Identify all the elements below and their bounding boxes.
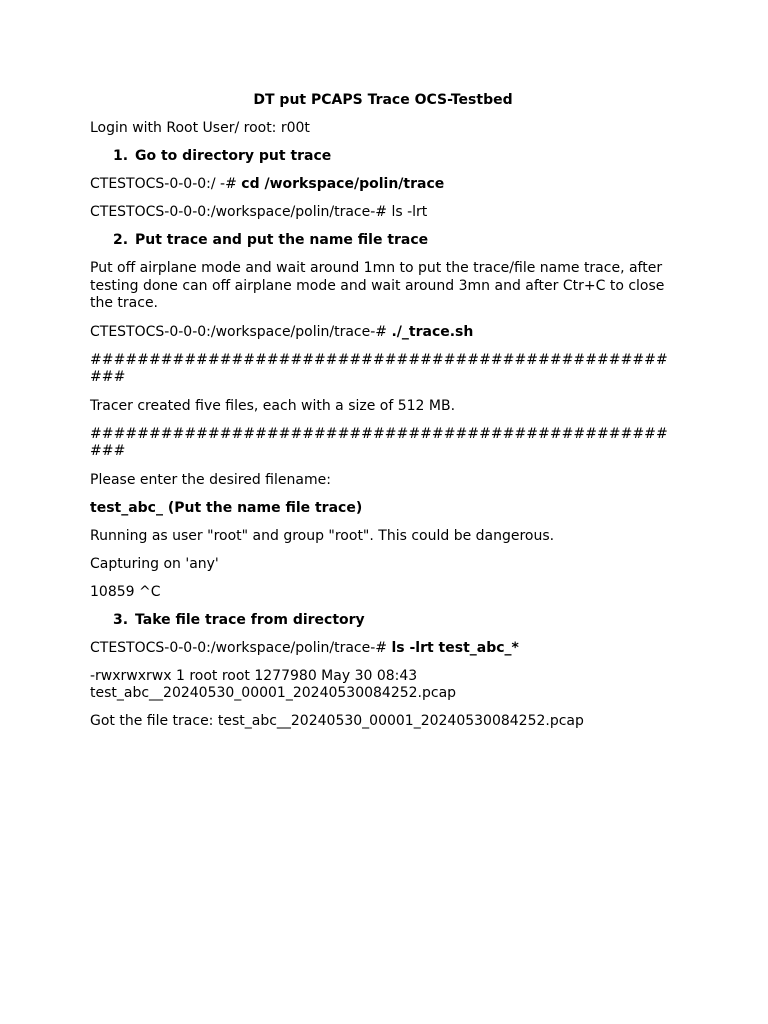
command-prompt: CTESTOCS-0-0-0:/workspace/polin/trace-# bbox=[90, 323, 392, 340]
step-2-heading bbox=[90, 232, 670, 249]
command-text: ./_trace.sh bbox=[391, 323, 474, 340]
filename-input-text: test_abc_ (Put the name file trace) bbox=[90, 499, 363, 516]
command-list-line bbox=[90, 640, 670, 657]
packet-count-line: 10859 ^C bbox=[90, 583, 161, 600]
step-2-label: Put trace and put the name file trace bbox=[135, 232, 429, 248]
document-title: DT put PCAPS Trace OCS-Testbed bbox=[253, 92, 513, 108]
login-line: Login with Root User/ root: r00t bbox=[90, 120, 310, 136]
file-listing bbox=[90, 668, 670, 702]
command-trace-line bbox=[90, 324, 670, 341]
instructions-paragraph: Put off airplane mode and wait around 1mn to put the trace/file name trace, after testing done can off airplane mode and wait around 3mn and after Ctr+C to close the trace. bbox=[90, 260, 665, 311]
file-listing-name: test_abc__20240530_00001_20240530084252.pcap bbox=[90, 684, 457, 701]
tracer-message: Tracer created five files, each with a size of 512 MB. bbox=[90, 397, 456, 414]
command-prompt: CTESTOCS-0-0-0:/ -# bbox=[90, 176, 242, 192]
step-1-number: 1. bbox=[113, 148, 129, 164]
step-3-label: Take file trace from directory bbox=[135, 611, 365, 628]
command-cd-line bbox=[90, 176, 670, 193]
command-text: cd /workspace/polin/trace bbox=[241, 176, 445, 192]
hash-separator: #################################################### bbox=[90, 351, 668, 385]
file-listing-details: -rwxrwxrwx 1 root root 1277980 May 30 08:43 bbox=[90, 667, 418, 684]
result-line: Got the file trace: test_abc__20240530_00001_20240530084252.pcap bbox=[90, 712, 584, 729]
step-1-label: Go to directory put trace bbox=[135, 148, 332, 164]
document-body bbox=[90, 91, 670, 741]
step-3-heading bbox=[90, 612, 670, 629]
step-2-number: 2. bbox=[113, 232, 129, 248]
running-as-warning: Running as user "root" and group "root". This could be dangerous. bbox=[90, 527, 555, 544]
step-3-number: 3. bbox=[113, 611, 129, 628]
command-prompt: CTESTOCS-0-0-0:/workspace/polin/trace-# bbox=[90, 639, 392, 656]
capturing-line: Capturing on 'any' bbox=[90, 555, 219, 572]
hash-separator: #################################################### bbox=[90, 425, 668, 459]
command-ls-line: CTESTOCS-0-0-0:/workspace/polin/trace-# ls -lrt bbox=[90, 204, 428, 220]
step-1-heading bbox=[90, 148, 670, 165]
enter-filename-prompt: Please enter the desired filename: bbox=[90, 471, 331, 488]
command-text: ls -lrt test_abc_* bbox=[391, 639, 519, 656]
